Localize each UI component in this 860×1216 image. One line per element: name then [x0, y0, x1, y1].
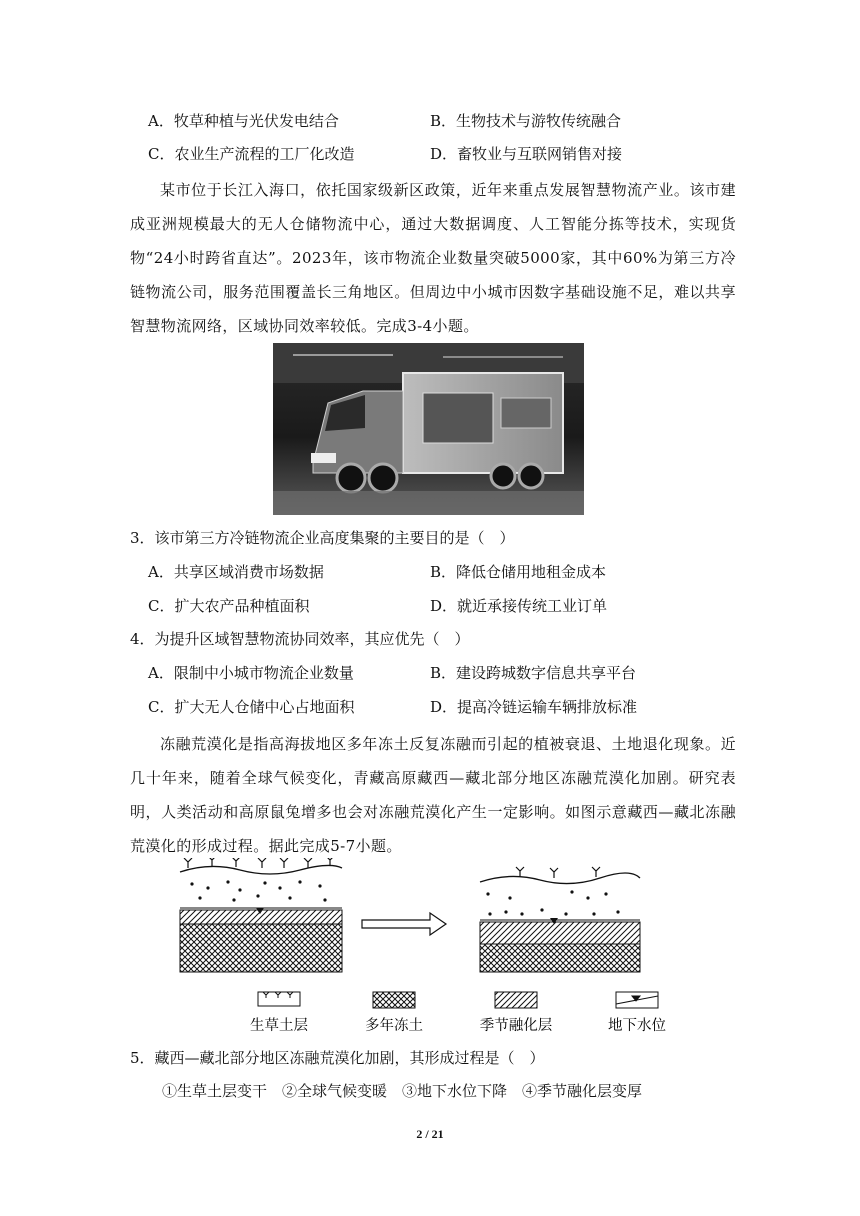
legend-permafrost-symbol	[373, 992, 415, 1008]
question-3-stem: 3．该市第三方冷链物流企业高度集聚的主要目的是（ ）	[130, 529, 515, 547]
option-c: C．农业生产流程的工厂化改造	[148, 145, 355, 163]
logistics-truck-photo	[273, 343, 584, 515]
q4-option-c: C．扩大无人仓储中心占地面积	[148, 698, 355, 716]
legend-grass-symbol	[258, 992, 300, 1006]
passage-desertification: 冻融荒漠化是指高海拔地区多年冻土反复冻融而引起的植被衰退、土地退化现象。近几十年来，随着全球气候变化，青藏高原藏西—藏北部分地区冻融荒漠化加剧。研究表明，人类活动和高原鼠兔增多也会对冻融荒漠化产生一定影响。如图示意藏西—藏北冻融荒漠化的形成过程。据此完成5-7小题。	[130, 735, 736, 855]
q4-option-a: A．限制中小城市物流企业数量	[148, 664, 354, 682]
q3-option-c: C．扩大农产品种植面积	[148, 597, 310, 615]
question-5-stem: 5．藏西—藏北部分地区冻融荒漠化加剧，其形成过程是（ ）	[130, 1049, 545, 1067]
q3-option-b: B．降低仓储用地租金成本	[430, 563, 607, 581]
legend-grass-label: 生草土层	[250, 1018, 308, 1034]
before-profile	[180, 858, 342, 972]
q3-option-a: A．共享区域消费市场数据	[148, 563, 324, 581]
q4-option-d: D．提高冷链运输车辆排放标准	[430, 698, 638, 716]
legend-water-label: 地下水位	[608, 1018, 666, 1034]
after-profile	[480, 867, 640, 972]
legend-seasonal-label: 季节融化层	[479, 1018, 553, 1034]
q3-option-d: D．就近承接传统工业订单	[430, 597, 608, 615]
option-d: D．畜牧业与互联网销售对接	[430, 145, 623, 163]
question-5-items: ①生草土层变干 ②全球气候变暖 ③地下水位下降 ④季节融化层变厚	[162, 1082, 643, 1100]
legend-permafrost-label: 多年冻土	[365, 1018, 423, 1034]
page-number: 2 / 21	[416, 1127, 444, 1141]
legend-seasonal-symbol	[495, 992, 537, 1008]
option-b: B．生物技术与游牧传统融合	[430, 112, 622, 130]
question-4-stem: 4．为提升区域智慧物流协同效率，其应优先（ ）	[130, 630, 470, 648]
q4-option-b: B．建设跨城数字信息共享平台	[430, 664, 637, 682]
legend-water-symbol	[616, 992, 658, 1008]
freeze-thaw-diagram	[170, 858, 690, 1038]
passage-logistics: 某市位于长江入海口，依托国家级新区政策，近年来重点发展智慧物流产业。该市建成亚洲规模最大的无人仓储物流中心，通过大数据调度、人工智能分拣等技术，实现货物“24小时跨省直达”。2023年，该市物流企业数量突破5000家，其中60%为第三方冷链物流公司，服务范围覆盖长三角地区。但周边中小城市因数字基础设施不足，难以共享智慧物流网络，区域协同效率较低。完成3-4小题。	[130, 181, 736, 335]
option-a: A．牧草种植与光伏发电结合	[148, 112, 339, 130]
process-arrow	[362, 913, 446, 935]
